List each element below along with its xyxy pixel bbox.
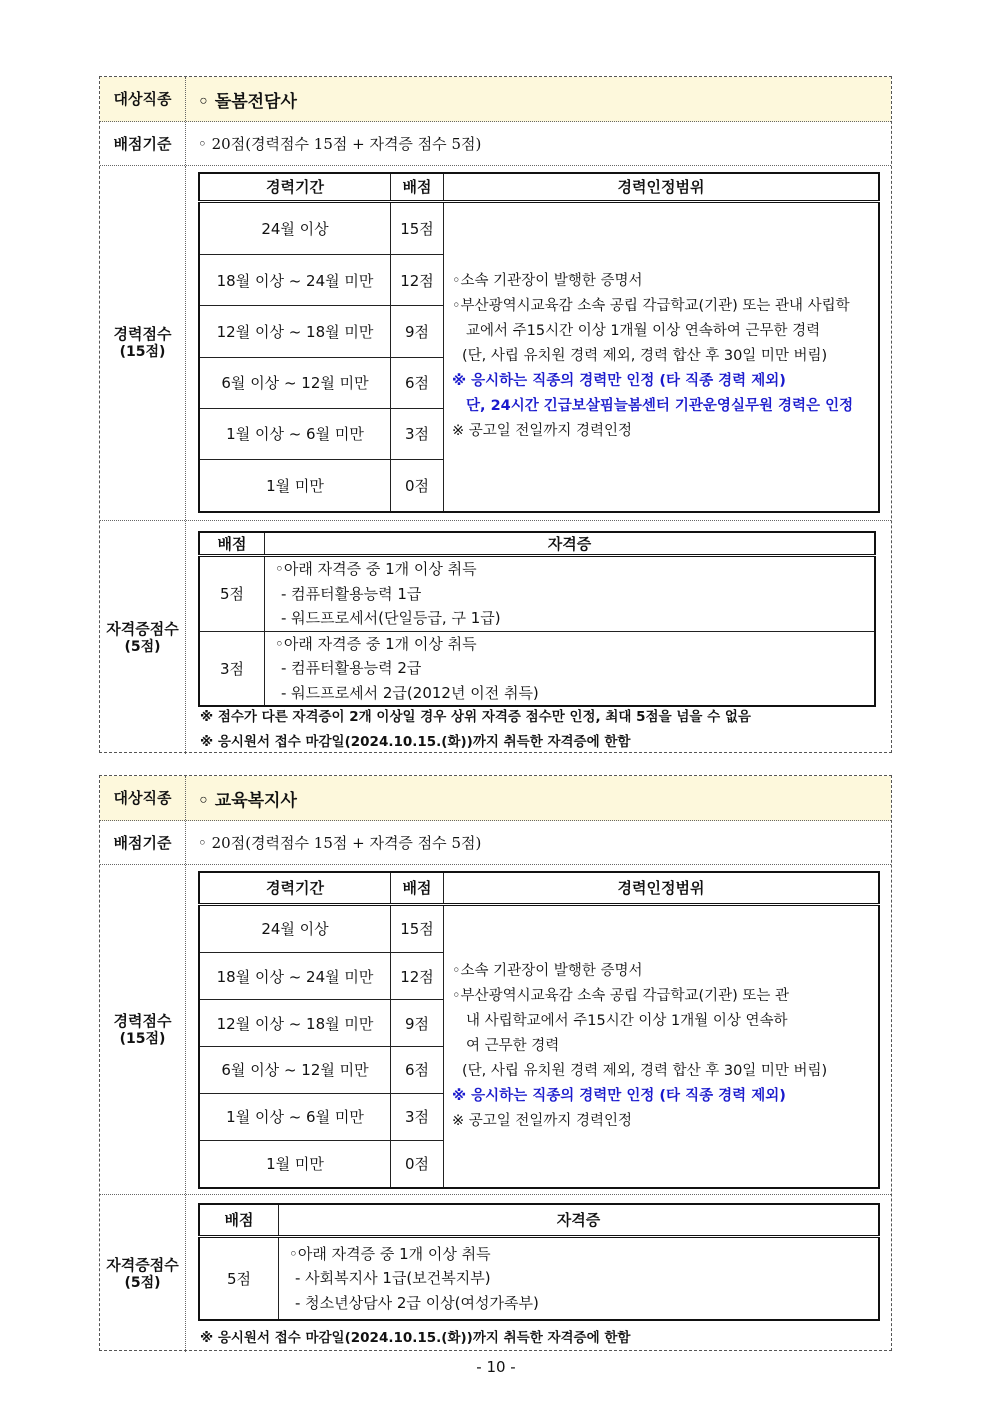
cert-table — [198, 1203, 880, 1321]
table-row: 1월 미만 0점 — [199, 1140, 879, 1188]
col-cert-score: 배점 — [199, 1204, 279, 1236]
career-score-row — [100, 166, 891, 521]
target-job-label: 대상직종 — [100, 776, 186, 820]
page-number: - 10 - — [476, 1358, 516, 1376]
col-range: 경력인정범위 — [444, 872, 880, 904]
career-table — [198, 172, 880, 513]
career-score-label — [100, 166, 186, 520]
career-score-title: 경력점수 — [113, 325, 172, 343]
table-row: 1월 이상 ~ 6월 미만 3점 — [199, 408, 879, 459]
target-job-row — [100, 77, 891, 122]
cert-score-title: 자격증점수 — [106, 619, 179, 638]
target-job-row — [100, 776, 891, 821]
cert-score-label — [100, 1195, 186, 1352]
col-period: 경력기간 — [199, 872, 391, 904]
cert-score-row — [100, 521, 891, 754]
career-range-cell: ◦소속 기관장이 발행한 증명서 ◦부산광역시교육감 소속 공립 각급학교(기관) 또는 관 내 사립학교에서 주15시간 이상 1개월 이상 연속하 여 근무한 경력 (단, 사립 유치원 경력 제외, 경력 합산 후 30일 미만 버림) ※ 응시하는 직종의 경력만 인정 (타 직종 경력 제외) ※ 공고일 전일까지 경력인정 — [444, 904, 880, 1188]
cert-score-sub: (5점) — [124, 638, 161, 655]
table-row: 24월 이상 15점 ◦소속 기관장이 발행한 증명서 ◦부산광역시교육감 소속 공립 각급학교(기관) 또는 관내 사립학 교에서 주15시간 이상 1개월 이상 연속하여 근무한 경력 (단, 사립 유치원 경력 제외, 경력 합산 후 30일 미만 버림) ※ 응시하는 직종의 경력만 인정 (타 직종 경력 제외) 단, 24시간 긴급보살핌늘봄센터 기관운영실무원 경력은 인정 ※ 공고일 전일까지 경력인정 — [199, 201, 879, 255]
table-row: 12월 이상 ~ 18월 미만 9점 — [199, 306, 879, 357]
col-score: 배점 — [391, 872, 444, 904]
career-table — [198, 871, 880, 1189]
note-2: ※ 응시원서 접수 마감일(2024.10.15.(화))까지 취득한 자격증에 한함 — [200, 734, 631, 750]
col-cert-score: 배점 — [199, 532, 265, 556]
col-period: 경력기간 — [199, 173, 391, 201]
table-row: 1월 미만 0점 — [199, 460, 879, 513]
basis-row — [100, 122, 891, 166]
table-row: 6월 이상 ~ 12월 미만 6점 — [199, 357, 879, 408]
table-row: 18월 이상 ~ 24월 미만 12점 — [199, 953, 879, 1000]
cert-table — [198, 531, 876, 707]
cert-score-label — [100, 521, 186, 754]
cert-score-title: 자격증점수 — [106, 1255, 179, 1274]
career-score-label — [100, 865, 186, 1194]
table-row: 24월 이상 15점 ◦소속 기관장이 발행한 증명서 ◦부산광역시교육감 소속 공립 각급학교(기관) 또는 관 내 사립학교에서 주15시간 이상 1개월 이상 연속하 여 근무한 경력 (단, 사립 유치원 경력 제외, 경력 합산 후 30일 미만 버림) ※ 응시하는 직종의 경력만 인정 (타 직종 경력 제외) ※ 공고일 전일까지 경력인정 — [199, 904, 879, 953]
col-score: 배점 — [391, 173, 444, 201]
basis-value: ◦ 20점(경력점수 15점 + 자격증 점수 5점) — [198, 834, 482, 852]
table-row: 6월 이상 ~ 12월 미만 6점 — [199, 1046, 879, 1093]
table-row: 12월 이상 ~ 18월 미만 9점 — [199, 1000, 879, 1047]
table-row: 3점 ◦아래 자격증 중 1개 이상 취득 - 컴퓨터활용능력 2급 - 워드프로세서 2급(2012년 이전 취득) — [199, 631, 875, 706]
note-1: ※ 점수가 다른 자격증이 2개 이상일 경우 상위 자격증 점수만 인정, 최대 5점을 넘을 수 없음 — [200, 709, 751, 725]
note-1: ※ 응시원서 접수 마감일(2024.10.15.(화))까지 취득한 자격증에 한함 — [200, 1330, 631, 1346]
career-score-row — [100, 865, 891, 1195]
target-job-label: 대상직종 — [100, 77, 186, 121]
col-cert: 자격증 — [279, 1204, 880, 1236]
section-edu-welfare — [99, 775, 892, 1351]
career-score-sub: (15점) — [119, 344, 166, 360]
table-row: 5점 ◦아래 자격증 중 1개 이상 취득 - 컴퓨터활용능력 1급 - 워드프로세서(단일등급, 구 1급) — [199, 556, 875, 632]
table-row: 1월 이상 ~ 6월 미만 3점 — [199, 1093, 879, 1140]
col-range: 경력인정범위 — [444, 173, 880, 201]
career-score-title: 경력점수 — [113, 1011, 172, 1030]
cert-score-row — [100, 1195, 891, 1352]
basis-value: ◦ 20점(경력점수 15점 + 자격증 점수 5점) — [198, 135, 482, 153]
career-score-sub: (15점) — [119, 1030, 166, 1047]
table-row: 18월 이상 ~ 24월 미만 12점 — [199, 255, 879, 306]
basis-row — [100, 821, 891, 865]
cert-score-sub: (5점) — [124, 1274, 161, 1291]
target-job-value: ◦ 교육복지사 — [198, 790, 297, 811]
basis-label: 배점기준 — [100, 821, 186, 864]
career-range-cell: ◦소속 기관장이 발행한 증명서 ◦부산광역시교육감 소속 공립 각급학교(기관) 또는 관내 사립학 교에서 주15시간 이상 1개월 이상 연속하여 근무한 경력 (단, 사립 유치원 경력 제외, 경력 합산 후 30일 미만 버림) ※ 응시하는 직종의 경력만 인정 (타 직종 경력 제외) 단, 24시간 긴급보살핌늘봄센터 기관운영실무원 경력은 인정 ※ 공고일 전일까지 경력인정 — [444, 201, 880, 512]
target-job-value: ◦ 돌봄전담사 — [198, 91, 297, 112]
table-row: 5점 ◦아래 자격증 중 1개 이상 취득 - 사회복지사 1급(보건복지부) - 청소년상담사 2급 이상(여성가족부) — [199, 1236, 879, 1320]
col-cert: 자격증 — [265, 532, 876, 556]
basis-label: 배점기준 — [100, 122, 186, 165]
section-care-staff — [99, 76, 892, 753]
